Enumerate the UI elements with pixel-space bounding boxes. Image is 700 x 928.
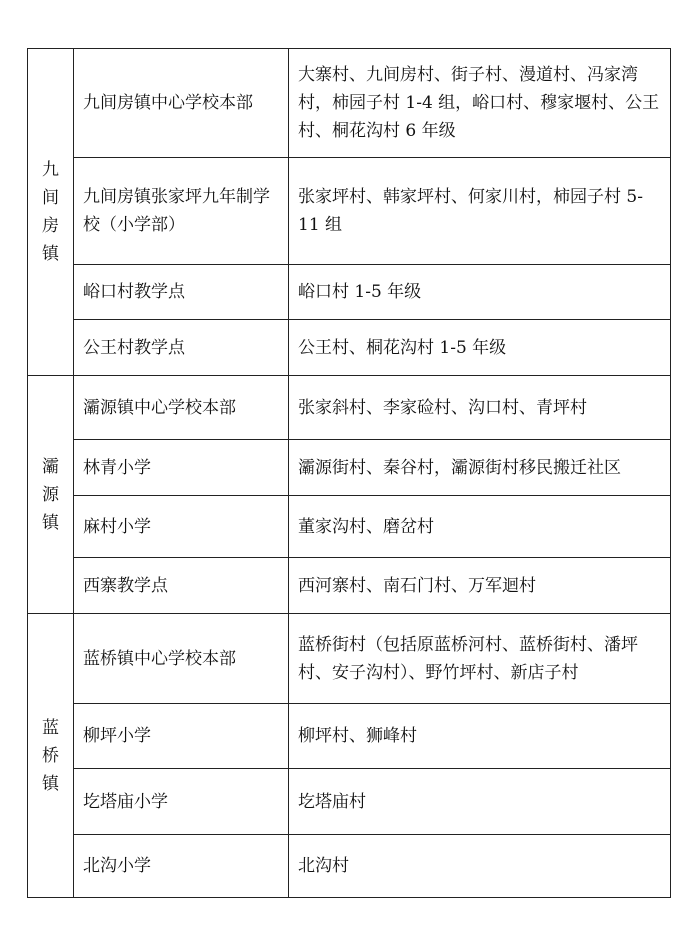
- school-name: 灞源镇中心学校本部: [74, 376, 289, 440]
- school-name: 西寨教学点: [74, 558, 289, 614]
- service-area: 蓝桥街村（包括原蓝桥河村、蓝桥街村、潘坪村、安子沟村）、野竹坪村、新店子村: [289, 614, 671, 704]
- school-name: 峪口村教学点: [74, 265, 289, 320]
- service-area: 张家斜村、李家硷村、沟口村、青坪村: [289, 376, 671, 440]
- table-row: [28, 835, 671, 898]
- town-cell: [28, 614, 74, 898]
- service-area: 张家坪村、韩家坪村、何家川村，柿园子村 5-11 组: [289, 158, 671, 265]
- town-name: 蓝桥镇: [42, 717, 59, 794]
- service-area: 圪塔庙村: [289, 769, 671, 835]
- service-area: 峪口村 1-5 年级: [289, 265, 671, 320]
- table-row: [28, 320, 671, 376]
- table-row: [28, 704, 671, 769]
- table-row: [28, 558, 671, 614]
- town-cell: [28, 49, 74, 376]
- table-row: [28, 265, 671, 320]
- town-name: 九间房镇: [42, 160, 59, 264]
- table-row: [28, 496, 671, 558]
- table-row: [28, 614, 671, 704]
- service-area: 灞源街村、秦谷村，灞源街村移民搬迁社区: [289, 440, 671, 496]
- school-name: 林青小学: [74, 440, 289, 496]
- school-name: 北沟小学: [74, 835, 289, 898]
- town-cell: [28, 376, 74, 614]
- table-row: [28, 440, 671, 496]
- service-area: 柳坪村、狮峰村: [289, 704, 671, 769]
- school-name: 麻村小学: [74, 496, 289, 558]
- school-name: 九间房镇张家坪九年制学校（小学部）: [74, 158, 289, 265]
- table-row: [28, 49, 671, 158]
- school-name: 九间房镇中心学校本部: [74, 49, 289, 158]
- town-name: 灞源镇: [42, 456, 59, 533]
- school-name: 蓝桥镇中心学校本部: [74, 614, 289, 704]
- table-row: [28, 769, 671, 835]
- school-name: 公王村教学点: [74, 320, 289, 376]
- table-row: [28, 158, 671, 265]
- service-area: 西河寨村、南石门村、万军迴村: [289, 558, 671, 614]
- service-area: 北沟村: [289, 835, 671, 898]
- service-area: 公王村、桐花沟村 1-5 年级: [289, 320, 671, 376]
- table-row: [28, 376, 671, 440]
- school-name: 柳坪小学: [74, 704, 289, 769]
- school-district-table: [27, 48, 671, 898]
- service-area: 董家沟村、磨岔村: [289, 496, 671, 558]
- service-area: 大寨村、九间房村、街子村、漫道村、冯家湾村，柿园子村 1-4 组，峪口村、穆家堰村、公王村、桐花沟村 6 年级: [289, 49, 671, 158]
- school-name: 圪塔庙小学: [74, 769, 289, 835]
